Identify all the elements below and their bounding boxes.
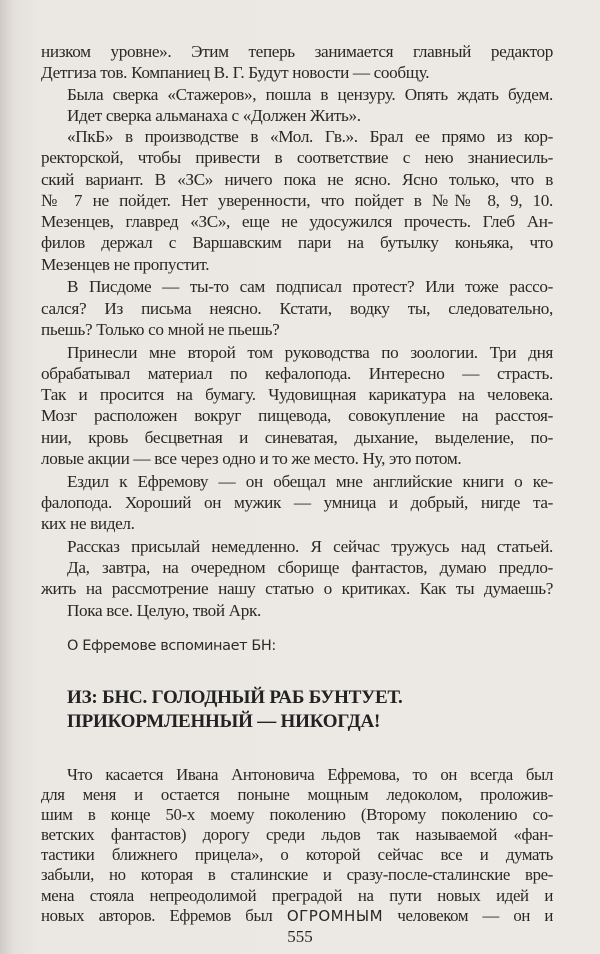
text-line [41,825,553,845]
line-text: Так и просится на бумагу. Чудовищная карикатура на человека. [41,385,553,404]
line-text: Что касается Ивана Антоновича Ефремова, то он всегда был [67,765,553,784]
line-text: для меня и остается поныне мощным ледоколом, проложив- [41,785,553,805]
line-text: мена стояла непреодолимой преградой на пути новых идей и [41,885,553,905]
line-text: Мозг расположен вокруг пищевода, совокупление на расстоя- [41,406,553,426]
line-text: ректорской, чтобы привести в соответствие с нею знаниесиль- [41,148,553,168]
text-line [41,232,553,253]
text-line [41,471,553,492]
text-line [41,600,553,621]
line-text: Мезенцев не пропустит. [41,254,210,274]
line-text: «ПкБ» в производстве в «Мол. Гв.». Брал ее прямо из кор- [67,127,553,146]
line-text: забыли, но которая в сталинские и сразу-после-сталинские вре- [41,865,553,885]
line-text: Была сверка «Стажеров», пошла в цензуру. Опять ждать будем. [67,84,553,104]
text-line [41,448,553,469]
intro-line: О Ефремове вспоминает БН: [67,638,276,654]
line-text: нии, кровь бесцветная и синеватая, дыхание, выделение, по- [41,427,553,447]
line-text: низком уровне». Этим теперь занимается главный редактор [41,42,553,61]
text-line [41,557,553,578]
line-text: В Писдоме — ты-то сам подписал протест? Или тоже рассо- [67,277,553,297]
line-text: Ездил к Ефремову — он обещал мне английские книги о ке- [67,471,553,491]
text-line [41,427,553,448]
text-line [41,62,553,83]
text-line [41,147,553,168]
text-line [41,169,553,190]
letter-text [41,41,553,621]
text-line [41,41,553,62]
text-line [41,298,553,319]
line-text: жить на рассмотрение нашу статью о критиках. Как ты думаешь? [41,579,553,599]
text-line [41,211,553,232]
line-text: Пока все. Целую, твой Арк. [67,600,261,620]
line-text: Да, завтра, на очередном сборище фантастов, думаю предло- [67,558,553,577]
line-text: фалопода. Хороший он мужик — умница и добрый, нигде та- [41,492,553,512]
heading-line-1: ИЗ: БНС. ГОЛОДНЫЙ РАБ БУНТУЕТ. [67,687,403,708]
text-line [41,190,553,211]
text-line [41,342,553,363]
line-text: ловые акции — все через одно и то же место. Ну, это потом. [41,448,462,468]
line-text: новых авторов. Ефремов был [41,905,287,925]
line-text: тастики ближнего прицела», о которой сейчас все и думать [41,845,553,865]
line-text: сался? Из письма неясно. Кстати, водку ты, следовательно, [41,298,553,318]
line-text: Детгиза тов. Компаниец В. Г. Будут новости — сообщу. [41,63,430,83]
heading-line-2: ПРИКОРМЛЕННЫЙ — НИКОГДА! [67,711,381,732]
line-text: обрабатывал материал по кефалопода. Интересно — страсть. [41,363,553,383]
text-line [41,865,553,885]
line-text: шим в конце 50-х моему поколению (Второму поколению со- [41,805,553,825]
line-text: Рассказ присылай немедленно. Я сейчас тружусь над статьей. [67,536,553,556]
text-line [41,319,553,340]
line-text: человеком — он и [383,905,553,925]
text-line [41,886,553,906]
page-number: 555 [287,927,313,946]
text-line [41,405,553,426]
text-line [41,805,553,825]
memoir-text [41,765,553,926]
text-line [41,765,553,785]
section-heading [67,686,403,734]
emphasis-text: ОГРОМНЫМ [286,906,384,925]
line-text: Принесли мне второй том руководства по зоологии. Три дня [67,342,553,362]
line-text: ветских фантастов) дорогу среди льдов так называемой «фан- [41,825,553,845]
line-text: ский вариант. В «ЗС» ничего пока не ясно. Ясно только, что в [41,169,553,189]
line-text: Идет сверка альманаха с «Должен Жить». [67,105,361,125]
text-line [41,578,553,599]
text-line [41,536,553,557]
text-line [41,126,553,147]
text-line [41,492,553,513]
text-line [41,254,553,275]
text-line [41,906,553,926]
line-text: Мезенцев, главред «ЗС», еще не удосужился прочесть. Глеб Ан- [41,212,553,231]
text-line [41,384,553,405]
text-line [41,363,553,384]
text-line [41,785,553,805]
line-text: филов держал с Варшавским пари на бутылку коньяка, что [41,233,553,253]
text-line [41,276,553,297]
line-text: ких не видел. [41,514,135,533]
line-text: пьешь? Только со мной не пьешь? [41,319,280,339]
text-line [41,105,553,126]
text-line [41,84,553,105]
text-line [41,513,553,534]
line-text: № 7 не пойдет. Нет уверенности, что пойдет в №№ 8, 9, 10. [41,190,553,210]
text-line [41,845,553,865]
